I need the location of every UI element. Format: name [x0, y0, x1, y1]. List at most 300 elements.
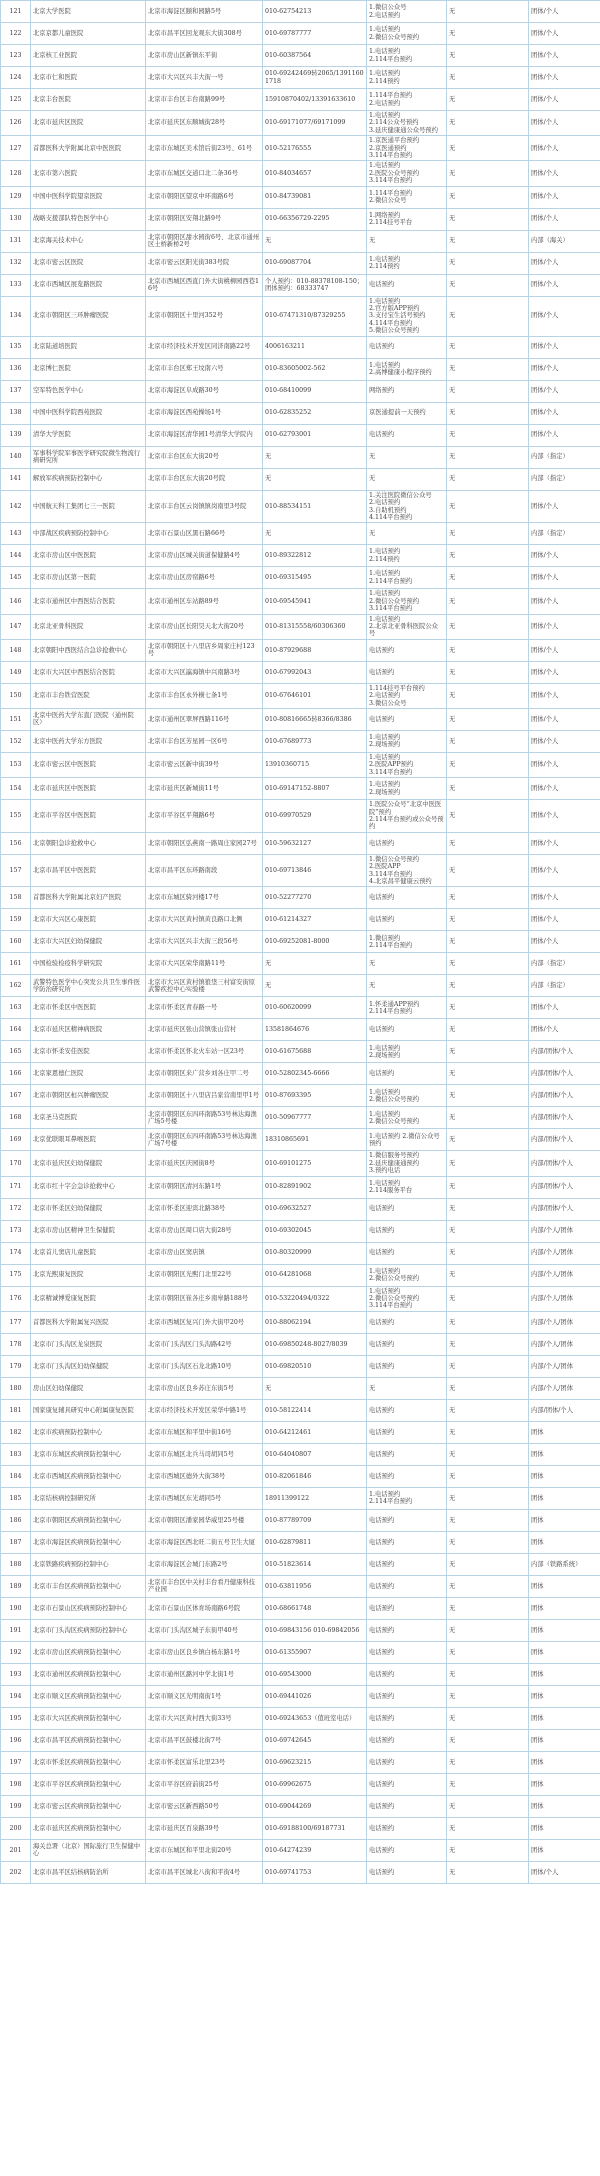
booking-method-item: 2.微信公众号预约 [369, 597, 420, 605]
service-type: 团体/个人 [529, 424, 600, 446]
booking-method-item: 电话预约 [369, 1428, 395, 1436]
institution-address: 北京市怀柔区迎宾北路38号 [146, 1198, 263, 1220]
row-number: 164 [1, 1019, 31, 1041]
institution-phone: 010-62835252 [263, 402, 367, 424]
institution-address: 北京市朝阳区安翔北路9号 [146, 208, 263, 230]
booking-method-item: 1.微信服务号预约 [369, 1152, 420, 1160]
institution-address: 北京市朝阳区潘家园华威里25号楼 [146, 1509, 263, 1531]
institution-address: 北京市大兴区瀛海镇中兴南路3号 [146, 661, 263, 683]
row-number: 131 [1, 230, 31, 252]
service-type: 团体/个人 [529, 730, 600, 752]
row-number: 124 [1, 67, 31, 89]
service-type: 团体/个人 [529, 296, 600, 336]
table-row [1, 424, 600, 446]
institution-phone: 010-69188100/69187731 [263, 1817, 367, 1839]
fee-note: 无 [447, 545, 529, 567]
table-row [1, 89, 600, 111]
institution-name: 北京市第六医院 [31, 161, 146, 186]
table-body [1, 1, 600, 1884]
institution-phone: 010-64281068 [263, 1264, 367, 1286]
fee-note: 无 [447, 639, 529, 661]
institution-phone: 010-69147152-8807 [263, 778, 367, 800]
booking-method [367, 778, 447, 800]
institution-address: 北京市大兴区黄村镇狼垡三村富安街原武警疾控中心实验楼 [146, 975, 263, 997]
booking-method-item: 3.114平台预约 [369, 768, 413, 776]
institution-phone: 010-51823614 [263, 1553, 367, 1575]
institution-phone: 010-61355907 [263, 1641, 367, 1663]
institution-name: 北京博仁医院 [31, 358, 146, 380]
institution-address: 北京市密云区新西路50号 [146, 1795, 263, 1817]
institution-phone: 13910360715 [263, 752, 367, 777]
service-type: 团体 [529, 1663, 600, 1685]
institution-address: 北京市丰台区中关村丰台看丹健康科技产业园 [146, 1575, 263, 1597]
institution-address: 北京市房山区良乡镇白杨东路1号 [146, 1641, 263, 1663]
table-row [1, 523, 600, 545]
booking-method-item: 2.114预约 [369, 77, 400, 85]
institution-phone: 010-69843156 010-69842056 [263, 1619, 367, 1641]
booking-method-item: 1.微信预约 [369, 934, 401, 942]
booking-method-item: 电话预约 [369, 894, 395, 902]
row-number: 202 [1, 1861, 31, 1883]
fee-note: 无 [447, 931, 529, 953]
fee-note: 无 [447, 1151, 529, 1176]
booking-method [367, 708, 447, 730]
booking-method-item: 3.自助机预约 [369, 506, 407, 514]
row-number: 200 [1, 1817, 31, 1839]
institution-phone: 010-62879811 [263, 1531, 367, 1553]
institution-name: 北京市大兴区妇幼保健院 [31, 931, 146, 953]
table-row [1, 274, 600, 296]
institution-phone: 010-80816665转8366/8386 [263, 708, 367, 730]
booking-method-item: 2.114平台预约或公众号预约 [369, 816, 444, 831]
booking-method [367, 230, 447, 252]
institution-name: 北京优联眼耳鼻喉医院 [31, 1129, 146, 1151]
table-row [1, 252, 600, 274]
row-number: 148 [1, 639, 31, 661]
fee-note: 无 [447, 1041, 529, 1063]
service-type: 团体/个人 [529, 161, 600, 186]
institution-address: 北京市昌平区城北八街和平街4号 [146, 1861, 263, 1883]
service-type: 团体/个人 [529, 931, 600, 953]
table-row [1, 358, 600, 380]
booking-method [367, 1707, 447, 1729]
booking-method [367, 1817, 447, 1839]
institution-name: 北京市顺义区疾病预防控制中心 [31, 1685, 146, 1707]
institution-name: 中部战区疾病预防控制中心 [31, 523, 146, 545]
institution-address: 北京市丰台区东大街20号院 [146, 468, 263, 490]
service-type: 团体/个人 [529, 752, 600, 777]
service-type: 团体 [529, 1839, 600, 1861]
service-type: 团体 [529, 1531, 600, 1553]
booking-method-item: 2.114挂号平台 [369, 219, 413, 227]
booking-method [367, 752, 447, 777]
booking-method [367, 1041, 447, 1063]
booking-method [367, 67, 447, 89]
institution-phone: 010-69632527 [263, 1198, 367, 1220]
institution-phone: 无 [263, 523, 367, 545]
institution-address: 北京市大兴区兴丰大街一号 [146, 67, 263, 89]
fee-note: 无 [447, 45, 529, 67]
institution-address: 北京市海淀区阜成路30号 [146, 380, 263, 402]
institution-name: 北京市密云区医院 [31, 252, 146, 274]
institution-address: 北京市平谷区府前街25号 [146, 1773, 263, 1795]
fee-note: 无 [447, 208, 529, 230]
booking-method-item: 1.京医通平台预约 [369, 137, 420, 145]
booking-method-item: 电话预约 [369, 1714, 395, 1722]
institution-name: 海关总署（北京）国际旅行卫生保健中心 [31, 1839, 146, 1861]
table-row [1, 208, 600, 230]
row-number: 142 [1, 490, 31, 523]
institution-address: 北京市平谷区平翔路6号 [146, 800, 263, 833]
institution-phone: 010-60387564 [263, 45, 367, 67]
institution-phone: 010-52277270 [263, 887, 367, 909]
institution-address: 北京市房山区周口店大街28号 [146, 1220, 263, 1242]
booking-method-item: 4.北京昌平健康云预约 [369, 878, 432, 886]
booking-method-item: 电话预约 [369, 715, 395, 723]
service-type: 团体/个人 [529, 274, 600, 296]
institution-name: 北京市怀柔区疾病预防控制中心 [31, 1751, 146, 1773]
service-type: 团体/个人 [529, 402, 600, 424]
service-type: 内部（指定） [529, 975, 600, 997]
fee-note: 无 [447, 832, 529, 854]
institution-phone: 个人预约：010-88378108-150；团体预约：68333747 [263, 274, 367, 296]
institution-name: 北京市仁和医院 [31, 67, 146, 89]
institution-address: 北京市朝阳区望京中环南路6号 [146, 186, 263, 208]
institution-address: 北京市朝阳区来广营乡刘各庄甲二号 [146, 1063, 263, 1085]
fee-note: 无 [447, 1641, 529, 1663]
table-row [1, 336, 600, 358]
table-row [1, 1663, 600, 1685]
booking-method-item: 1.电话预约 [369, 297, 401, 305]
fee-note: 无 [447, 1861, 529, 1883]
table-row [1, 230, 600, 252]
fee-note: 无 [447, 186, 529, 208]
institution-address: 北京市顺义区光明南街1号 [146, 1685, 263, 1707]
service-type: 团体/个人 [529, 1861, 600, 1883]
institution-phone: 010-69243653（值班室电话） [263, 1707, 367, 1729]
booking-method-item: 1.电话预约 [369, 590, 401, 598]
booking-method-item: 电话预约 [369, 1406, 395, 1414]
row-number: 192 [1, 1641, 31, 1663]
booking-method-item: 电话预约 [369, 646, 395, 654]
institution-phone: 010-63811956 [263, 1575, 367, 1597]
table-row [1, 1041, 600, 1063]
booking-method-item: 2.微信公众号预约 [369, 1295, 420, 1303]
booking-method-item: 2.高博健康小程序预约 [369, 369, 432, 377]
service-type: 团体 [529, 1795, 600, 1817]
institution-address: 北京市朝阳区弘燕南一路周庄家园27号 [146, 832, 263, 854]
table-row [1, 975, 600, 997]
booking-method-item: 1.医院公众号“北京中医医院”预约 [369, 801, 442, 816]
service-type: 团体/个人 [529, 589, 600, 614]
table-row [1, 67, 600, 89]
institution-address: 北京市延庆区百泉路39号 [146, 1817, 263, 1839]
fee-note: 无 [447, 614, 529, 639]
fee-note: 无 [447, 1311, 529, 1333]
row-number: 185 [1, 1487, 31, 1509]
table-row [1, 1707, 600, 1729]
institution-name: 首都医科大学附属北京妇产医院 [31, 887, 146, 909]
institution-phone: 010-82061846 [263, 1465, 367, 1487]
booking-method-item: 1.电话预约 [369, 615, 401, 623]
service-type: 团体/个人 [529, 997, 600, 1019]
table-row [1, 1242, 600, 1264]
table-row [1, 1377, 600, 1399]
row-number: 160 [1, 931, 31, 953]
table-row [1, 1619, 600, 1641]
booking-method [367, 468, 447, 490]
institution-phone: 010-52176555 [263, 136, 367, 161]
booking-method-item: 2.114服务平台 [369, 1187, 413, 1195]
table-row [1, 23, 600, 45]
booking-method-item: 无 [369, 237, 376, 245]
institution-address: 北京市西城区西直门外大街桃柳园西巷16号 [146, 274, 263, 296]
service-type: 内部/团体/个人 [529, 1399, 600, 1421]
booking-method [367, 1176, 447, 1198]
institution-address: 北京市朝阳区十里河352号 [146, 296, 263, 336]
booking-method [367, 1129, 447, 1151]
booking-method-item: 2.114公众号预约 [369, 119, 419, 127]
booking-method-item: 电话预约 [369, 1736, 395, 1744]
booking-method [367, 1553, 447, 1575]
booking-method [367, 1531, 447, 1553]
institution-phone: 010-67471310/87329255 [263, 296, 367, 336]
booking-method [367, 1264, 447, 1286]
table-row [1, 1264, 600, 1286]
table-row [1, 1597, 600, 1619]
table-row [1, 661, 600, 683]
booking-method-item: 2.电话预约 [369, 99, 401, 107]
booking-method-item: 3.114平台预约 [369, 605, 413, 613]
table-row [1, 161, 600, 186]
table-row [1, 800, 600, 833]
institution-address: 北京市东城区美术馆后街23号、61号 [146, 136, 263, 161]
institution-name: 北京市昌平区中医医院 [31, 854, 146, 887]
row-number: 183 [1, 1443, 31, 1465]
institution-name: 首都医科大学附属北京中医医院 [31, 136, 146, 161]
institution-name: 北京陆道培医院 [31, 336, 146, 358]
institution-address: 北京市朝阳区十八里店乡周家庄村123号 [146, 639, 263, 661]
fee-note: 无 [447, 1421, 529, 1443]
booking-method [367, 832, 447, 854]
institution-phone: 010-69543000 [263, 1663, 367, 1685]
booking-method [367, 274, 447, 296]
booking-method [367, 336, 447, 358]
service-type: 团体/个人 [529, 252, 600, 274]
row-number: 141 [1, 468, 31, 490]
booking-method [367, 45, 447, 67]
service-type: 团体/个人 [529, 23, 600, 45]
fee-note: 无 [447, 380, 529, 402]
booking-method-item: 电话预约 [369, 343, 395, 351]
service-type: 内部/团体/个人 [529, 1063, 600, 1085]
institution-name: 北京市大兴区疾病预防控制中心 [31, 1707, 146, 1729]
service-type: 团体 [529, 1421, 600, 1443]
institution-name: 北京朝阳急诊抢救中心 [31, 832, 146, 854]
institution-address: 北京市海淀区西北旺二街五号卫生大厦 [146, 1531, 263, 1553]
booking-method-item: 2.微信公众号预约 [369, 1275, 420, 1283]
booking-method [367, 614, 447, 639]
institution-phone: 010-68661748 [263, 1597, 367, 1619]
booking-method [367, 490, 447, 523]
institution-name: 北京市延庆区中医医院 [31, 778, 146, 800]
table-row [1, 1685, 600, 1707]
booking-method-item: 3.114平台预约 [369, 1302, 413, 1310]
booking-method-item: 2.北京北亚骨科医院公众号 [369, 622, 438, 638]
institution-address: 北京市石景山区体育场南路6号院 [146, 1597, 263, 1619]
booking-method-item: 2.电话预约 [369, 692, 401, 700]
booking-method [367, 953, 447, 975]
institution-phone: 无 [263, 953, 367, 975]
booking-method-item: 1.电话预约 [369, 48, 401, 56]
booking-method-item: 无 [369, 475, 376, 483]
service-type: 内部/个人/团体 [529, 1264, 600, 1286]
row-number: 180 [1, 1377, 31, 1399]
booking-method-item: 2.现场预约 [369, 788, 401, 796]
table-row [1, 832, 600, 854]
row-number: 154 [1, 778, 31, 800]
booking-method [367, 854, 447, 887]
booking-method [367, 1311, 447, 1333]
service-type: 内部（指定） [529, 523, 600, 545]
institution-phone: 010-88062194 [263, 1311, 367, 1333]
row-number: 177 [1, 1311, 31, 1333]
table-row [1, 1729, 600, 1751]
row-number: 188 [1, 1553, 31, 1575]
institution-phone: 010-69962675 [263, 1773, 367, 1795]
institution-phone: 13581864676 [263, 1019, 367, 1041]
institution-address: 北京市丰台区芳星园一区6号 [146, 730, 263, 752]
fee-note: 无 [447, 1085, 529, 1107]
booking-method-item: 电话预约 [369, 1692, 395, 1700]
row-number: 199 [1, 1795, 31, 1817]
institution-phone: 010-58122414 [263, 1399, 367, 1421]
booking-method-item: 3.114平台预约 [369, 177, 413, 185]
booking-method-item: 1.怀柔通APP预约 [369, 1000, 420, 1008]
table-row [1, 931, 600, 953]
booking-method-item: 电话预约 [369, 1604, 395, 1612]
booking-method [367, 589, 447, 614]
booking-method-item: 1.电话预约 [369, 1267, 401, 1275]
institution-name: 北京市延庆区精神病医院 [31, 1019, 146, 1041]
institution-address: 北京市东城区交道口北二条36号 [146, 161, 263, 186]
row-number: 186 [1, 1509, 31, 1531]
institution-phone: 010-69820510 [263, 1355, 367, 1377]
institution-address: 北京市西城区东光胡同5号 [146, 1487, 263, 1509]
institution-address: 北京市朝阳区东四环南路53号林达海渔广场5号楼 [146, 1107, 263, 1129]
fee-note: 无 [447, 567, 529, 589]
institution-address: 北京市丰台区东大街20号 [146, 446, 263, 468]
service-type: 团体/个人 [529, 545, 600, 567]
fee-note: 无 [447, 1553, 529, 1575]
booking-method [367, 639, 447, 661]
booking-method [367, 1355, 447, 1377]
table-row [1, 1063, 600, 1085]
institution-name: 北京市大兴区心康医院 [31, 909, 146, 931]
table-row [1, 186, 600, 208]
institution-phone: 010-69087704 [263, 252, 367, 274]
institution-name: 战略支援部队特色医学中心 [31, 208, 146, 230]
fee-note: 无 [447, 1242, 529, 1264]
fee-note: 无 [447, 1176, 529, 1198]
table-row [1, 730, 600, 752]
booking-method-item: 3.114平台预约 [369, 152, 413, 160]
institution-name: 北京市房山区第一医院 [31, 567, 146, 589]
booking-method [367, 1421, 447, 1443]
institution-name: 中国中医科学院西苑医院 [31, 402, 146, 424]
booking-method-item: 1.电话预约 [369, 1088, 401, 1096]
booking-method-item: 1.电话预约 [369, 162, 401, 170]
booking-method-item: 2.电话预约 [369, 499, 401, 507]
institution-phone: 010-69741753 [263, 1861, 367, 1883]
row-number: 140 [1, 446, 31, 468]
table-row [1, 1355, 600, 1377]
institution-address: 北京市朝阳区崔各庄乡南皋路188号 [146, 1286, 263, 1311]
institution-phone: 010-64040807 [263, 1443, 367, 1465]
row-number: 174 [1, 1242, 31, 1264]
institution-phone: 010-62754213 [263, 1, 367, 23]
fee-note: 无 [447, 161, 529, 186]
booking-method [367, 1063, 447, 1085]
table-row [1, 1399, 600, 1421]
institution-name: 北京精诚博爱康复医院 [31, 1286, 146, 1311]
service-type: 团体/个人 [529, 136, 600, 161]
row-number: 172 [1, 1198, 31, 1220]
fee-note: 无 [447, 1377, 529, 1399]
institution-phone: 010-69441026 [263, 1685, 367, 1707]
institution-address: 北京市丰台区云岗镇镇岗南里3号院 [146, 490, 263, 523]
booking-method [367, 1198, 447, 1220]
institution-name: 北京市平谷区中医医院 [31, 800, 146, 833]
booking-method [367, 661, 447, 683]
table-row [1, 446, 600, 468]
booking-method-item: 电话预约 [369, 916, 395, 924]
booking-method-item: 2.114预约 [369, 555, 400, 563]
institution-phone: 010-84034657 [263, 161, 367, 186]
institution-phone: 010-69044269 [263, 1795, 367, 1817]
institution-phone: 010-69101275 [263, 1151, 367, 1176]
booking-method-item: 1.电话预约 [369, 255, 401, 263]
booking-method-item: 4.114平台预约 [369, 319, 413, 327]
fee-note: 无 [447, 1751, 529, 1773]
institution-address: 北京市通州区翠屏西路116号 [146, 708, 263, 730]
booking-method-item: 2.微信公众号预约 [369, 1117, 420, 1125]
institution-phone: 010-87929688 [263, 639, 367, 661]
booking-method [367, 1795, 447, 1817]
row-number: 181 [1, 1399, 31, 1421]
row-number: 133 [1, 274, 31, 296]
institution-name: 北京市西城区展览路医院 [31, 274, 146, 296]
booking-method [367, 1839, 447, 1861]
row-number: 179 [1, 1355, 31, 1377]
institution-name: 北京市房山区疾病预防控制中心 [31, 1641, 146, 1663]
institution-phone: 010-52802345-6666 [263, 1063, 367, 1085]
institution-address: 北京市丰台区永外横七条1号 [146, 683, 263, 708]
institution-phone: 18310865691 [263, 1129, 367, 1151]
table-row [1, 1107, 600, 1129]
row-number: 126 [1, 111, 31, 136]
booking-method [367, 1286, 447, 1311]
institution-name: 北京市房山区精神卫生保健院 [31, 1220, 146, 1242]
booking-method [367, 380, 447, 402]
booking-method-item: 电话预约 [369, 839, 395, 847]
fee-note: 无 [447, 67, 529, 89]
institution-phone: 010-69623215 [263, 1751, 367, 1773]
institution-name: 北京京都儿童医院 [31, 23, 146, 45]
fee-note: 无 [447, 661, 529, 683]
institution-phone: 010-69850248-8027/8039 [263, 1333, 367, 1355]
service-type: 内部/团体/个人 [529, 1041, 600, 1063]
